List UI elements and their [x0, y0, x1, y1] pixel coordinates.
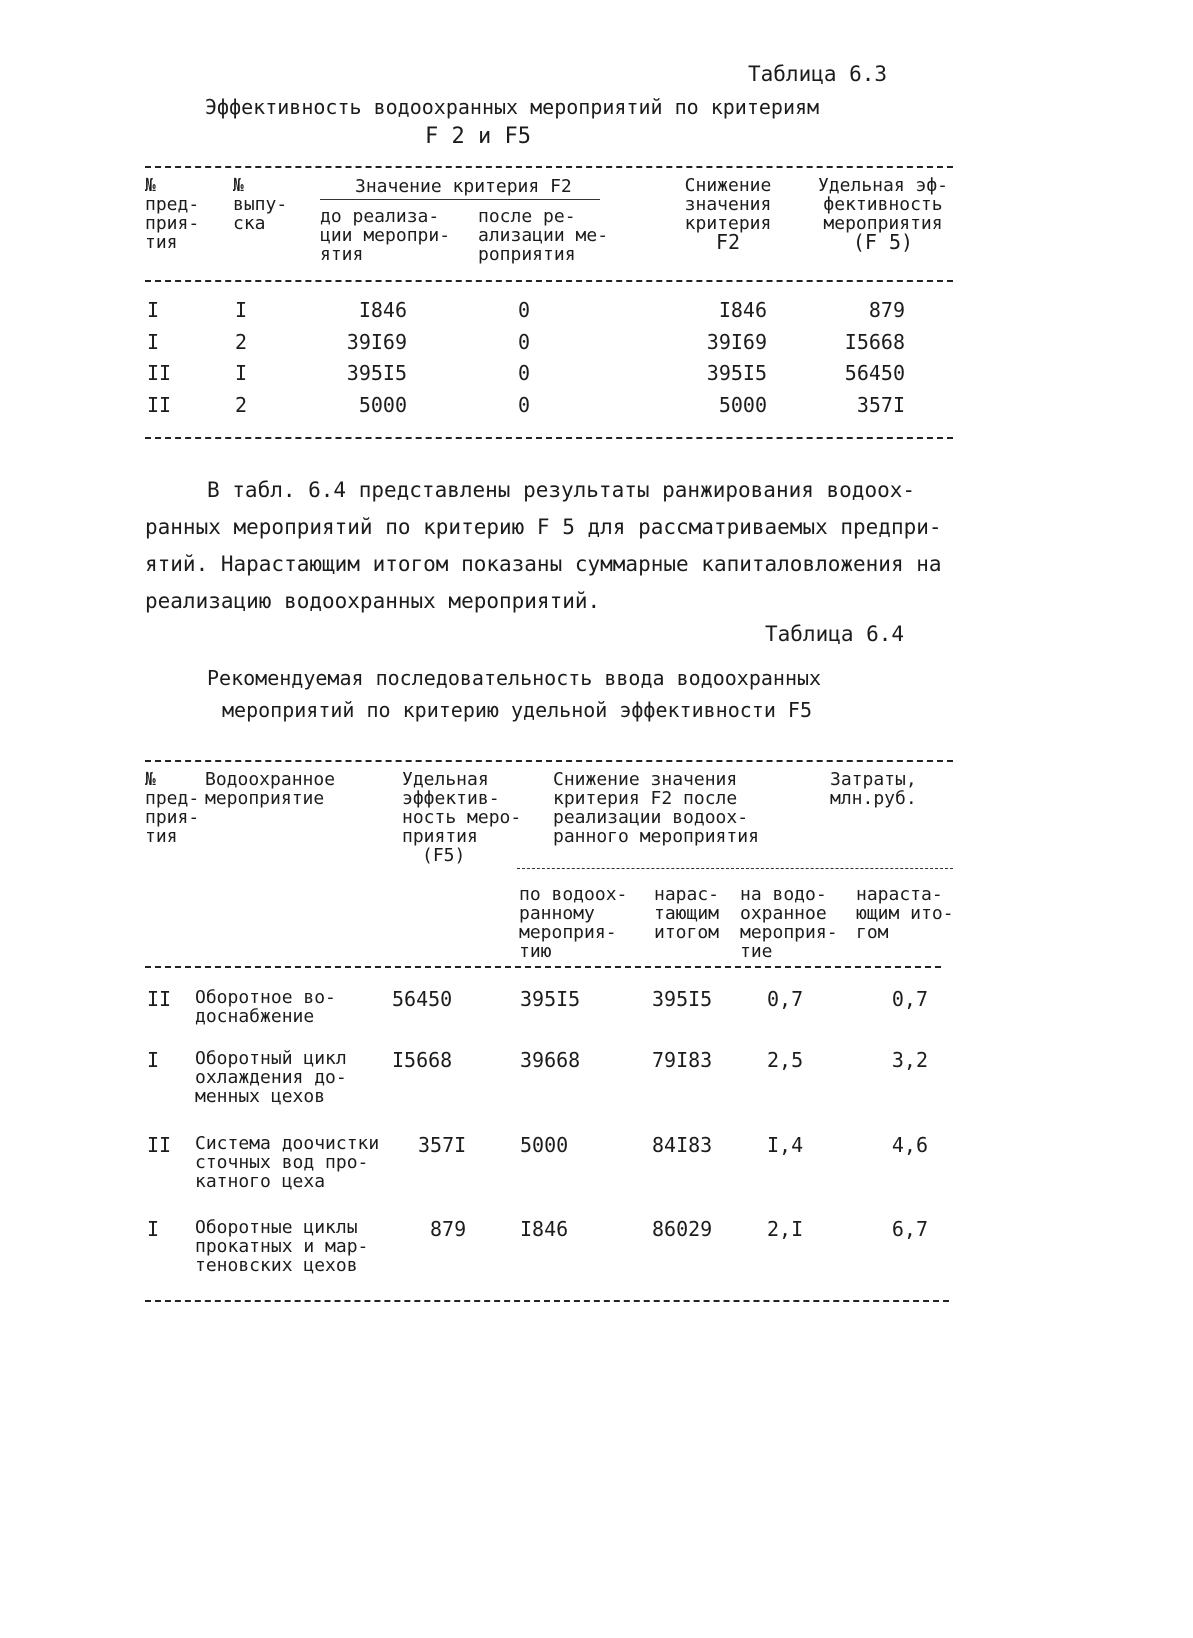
t63-header-efficiency: Удельная эф- фективность мероприятия (F 5)	[817, 175, 949, 254]
table-6-3-header-rule	[145, 280, 953, 282]
table-6-4-header-rule	[145, 966, 941, 968]
table-6-3-bottom-rule	[145, 437, 953, 439]
table-6-4-label: Таблица 6.4	[765, 622, 905, 646]
t63-header-before: до реализа- ции меропри- ятия	[320, 206, 451, 265]
table-6-4-bottom-rule	[145, 1300, 949, 1302]
t64-header-by-measure: по водоох- ранному мероприя- тию	[519, 884, 628, 962]
t64-header-reduction-group: Снижение значения критерия F2 после реализации водоох- ранного мероприятия	[553, 769, 759, 847]
table-6-4-title-line1: Рекомендуемая последовательность ввода водоохранных	[207, 666, 822, 690]
table-6-3-title-criteria: F 2 и F5	[425, 124, 531, 149]
t63-header-criterion-group: Значение критерия F2	[355, 176, 572, 197]
t64-header-cost-measure: на водо- охранное мероприя- тие	[740, 884, 838, 962]
t63-header-outlet: № выпу- ска	[233, 175, 288, 234]
t64-header-cost-cumulative: нараста- ющим ито- гом	[856, 884, 954, 943]
t63-header-enterprise: № пред- прия- тия	[145, 175, 200, 253]
table-6-3-top-rule	[145, 166, 953, 168]
t64-header-enterprise: № пред- прия- тия	[145, 769, 200, 847]
t64-header-measure: Водоохранное мероприятие	[205, 769, 336, 809]
table-6-3-label: Таблица 6.3	[748, 62, 888, 86]
t64-subheader-rule	[517, 868, 953, 869]
t63-header-after: после ре- ализации ме- роприятия	[478, 206, 609, 265]
t64-header-costs-group: Затраты, млн.руб.	[830, 769, 917, 809]
t64-header-efficiency: Удельная эффектив- ность меро- приятия (F5)	[402, 769, 522, 866]
body-paragraph: В табл. 6.4 представлены результаты ранжирования водоох- ранных мероприятий по критерию F 5 для рассматриваемых предпри- ятий. Нарастающим итогом показаны суммарные капиталовложения на реализацию водоохранных мероприятий.	[145, 478, 942, 613]
t63-header-reduction: Снижение значения критерия F2	[684, 175, 772, 254]
table-6-4-title-line2: мероприятий по критерию удельной эффективности F5	[222, 698, 813, 722]
table-6-4-top-rule	[145, 760, 953, 762]
t63-header-group-underline	[320, 199, 600, 200]
table-6-3-title: Эффективность водоохранных мероприятий по критериям	[205, 95, 820, 119]
t64-header-cumulative: нарас- тающим итогом	[654, 884, 720, 943]
